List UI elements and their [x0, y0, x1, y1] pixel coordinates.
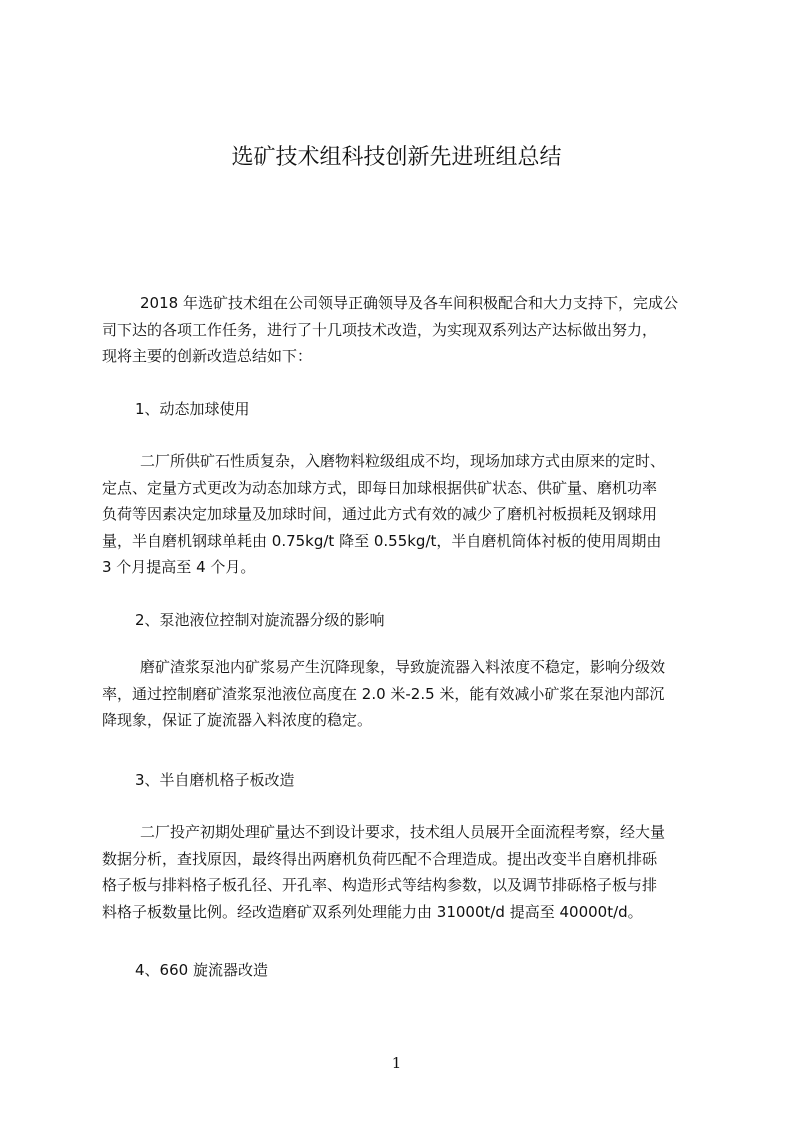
paragraph-line: 料格子板数量比例。经改造磨矿双系列处理能力由 31000t/d 提高至 40000t/d。 — [102, 902, 643, 921]
intro-paragraph — [102, 290, 694, 370]
section-heading: 3、半自磨机格子板改造 — [135, 771, 295, 789]
paragraph-line: 定点、定量方式更改为动态加球方式，即每日加球根据供矿状态、供矿量、磨机功率 — [102, 478, 658, 497]
paragraph-line: 2018 年选矿技术组在公司领导正确领导及各车间积极配合和大力支持下，完成公 — [140, 294, 678, 312]
section-paragraph — [102, 448, 694, 581]
section-paragraph — [102, 654, 694, 734]
paragraph-line: 率，通过控制磨矿渣浆泵池液位高度在 2.0 米-2.5 米，能有效减小矿浆在泵池内部沉 — [102, 684, 665, 703]
paragraph-line: 3 个月提高至 4 个月。 — [102, 558, 256, 576]
section-heading: 1、动态加球使用 — [135, 400, 250, 418]
paragraph-line: 现将主要的创新改造总结如下： — [102, 347, 313, 365]
paragraph-line: 数据分析，查找原因，最终得出两磨机负荷匹配不合理造成。提出改变半自磨机排砾 — [102, 849, 658, 868]
paragraph-line: 二厂投产初期处理矿量达不到设计要求，技术组人员展开全面流程考察，经大量 — [140, 823, 666, 841]
section-heading: 4、660 旋流器改造 — [135, 961, 268, 979]
paragraph-line: 二厂所供矿石性质复杂，入磨物料粒级组成不均，现场加球方式由原来的定时、 — [140, 452, 666, 470]
paragraph-line: 降现象，保证了旋流器入料浓度的稳定。 — [102, 711, 373, 729]
document-title: 选矿技术组科技创新先进班组总结 — [231, 145, 562, 170]
section-heading: 2、泵池液位控制对旋流器分级的影响 — [135, 611, 385, 629]
paragraph-line: 负荷等因素决定加球量及加球时间，通过此方式有效的减少了磨机衬板损耗及钢球用 — [102, 505, 658, 523]
section-paragraph — [102, 819, 694, 925]
paragraph-line: 格子板与排料格子板孔径、开孔率、构造形式等结构参数，以及调节排砾格子板与排 — [102, 876, 658, 894]
paragraph-line: 司下达的各项工作任务，进行了十几项技术改造，为实现双系列达产达标做出努力， — [102, 320, 658, 339]
paragraph-line: 磨矿渣浆泵池内矿浆易产生沉降现象，导致旋流器入料浓度不稳定，影响分级效 — [140, 658, 666, 676]
page-number: 1 — [391, 1054, 402, 1072]
paragraph-line: 量，半自磨机钢球单耗由 0.75kg/t 降至 0.55kg/t，半自磨机筒体衬板的使用周期由 — [102, 531, 662, 550]
